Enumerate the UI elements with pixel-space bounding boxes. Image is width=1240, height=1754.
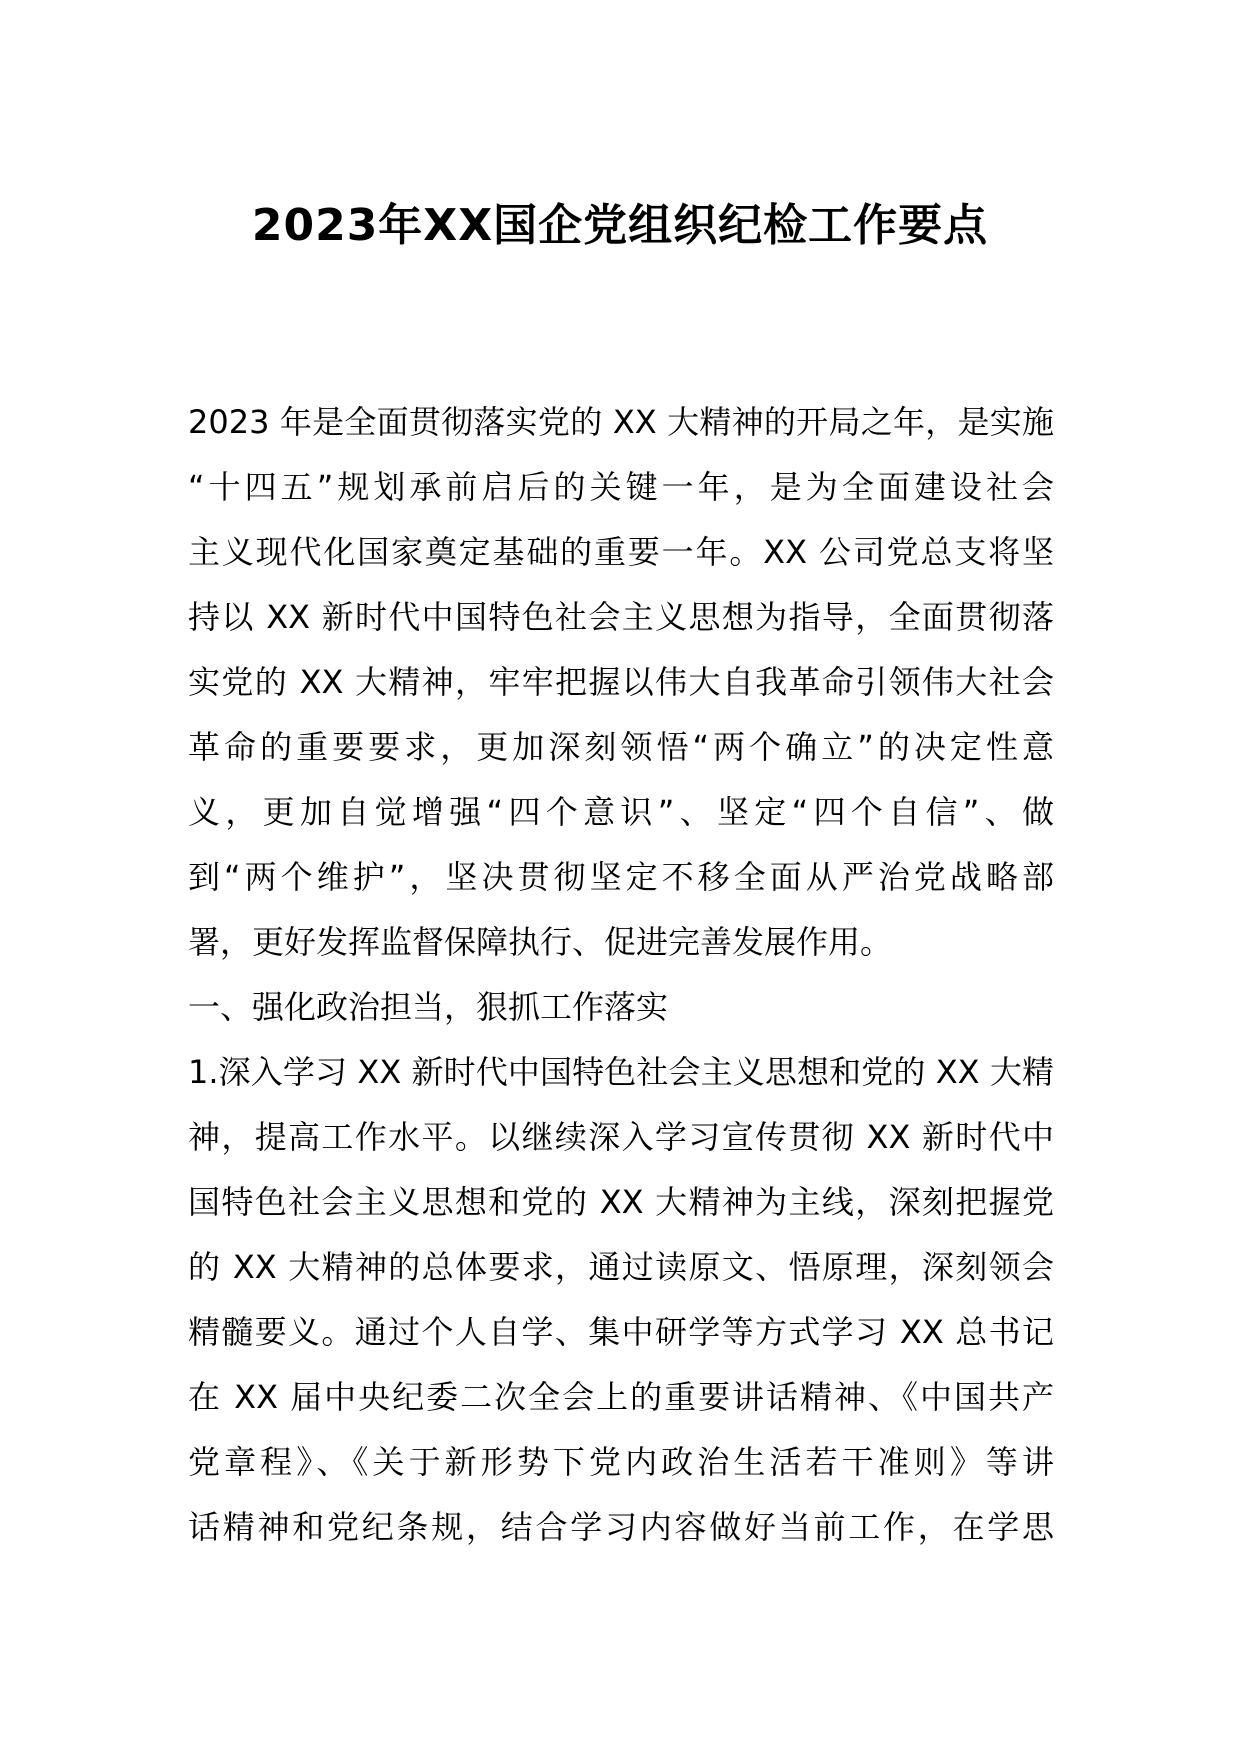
body-line: 的 XX 大精神的总体要求，通过读原文、悟原理，深刻领会 <box>188 1248 1054 1286</box>
body-line: 话精神和党纪条规，结合学习内容做好当前工作，在学思 <box>188 1508 1054 1546</box>
body-line: 神，提高工作水平。以继续深入学习宣传贯彻 XX 新时代中 <box>188 1118 1054 1156</box>
body-line: 精髓要义。通过个人自学、集中研学等方式学习 XX 总书记 <box>188 1313 1054 1351</box>
body-line: 国特色社会主义思想和党的 XX 大精神为主线，深刻把握党 <box>188 1183 1054 1221</box>
body-line: 2023 年是全面贯彻落实党的 XX 大精神的开局之年，是实施 <box>188 403 1054 441</box>
document-body <box>188 390 1054 1560</box>
body-line: “十四五”规划承前启后的关键一年，是为全面建设社会 <box>188 468 1054 506</box>
body-line: 持以 XX 新时代中国特色社会主义思想为指导，全面贯彻落 <box>188 598 1054 636</box>
body-line: 党章程》、《关于新形势下党内政治生活若干准则》等讲 <box>188 1443 1054 1481</box>
body-line: 义，更加自觉增强“四个意识”、坚定“四个自信”、做 <box>188 793 1054 831</box>
body-line: 革命的重要要求，更加深刻领悟“两个确立”的决定性意 <box>188 728 1054 766</box>
body-line: 在 XX 届中央纪委二次全会上的重要讲话精神、《中国共产 <box>188 1378 1054 1416</box>
body-line: 到“两个维护”，坚决贯彻坚定不移全面从严治党战略部 <box>188 858 1054 896</box>
body-line: 主义现代化国家奠定基础的重要一年。XX 公司党总支将坚 <box>188 533 1054 571</box>
body-line: 1.深入学习 XX 新时代中国特色社会主义思想和党的 XX 大精 <box>188 1053 1054 1091</box>
document-title: 2023年XX国企党组织纪检工作要点 <box>251 200 989 251</box>
body-line: 实党的 XX 大精神，牢牢把握以伟大自我革命引领伟大社会 <box>188 663 1054 701</box>
body-line: 署，更好发挥监督保障执行、促进完善发展作用。 <box>188 923 893 961</box>
section-heading: 一、强化政治担当，狠抓工作落实 <box>188 988 669 1026</box>
